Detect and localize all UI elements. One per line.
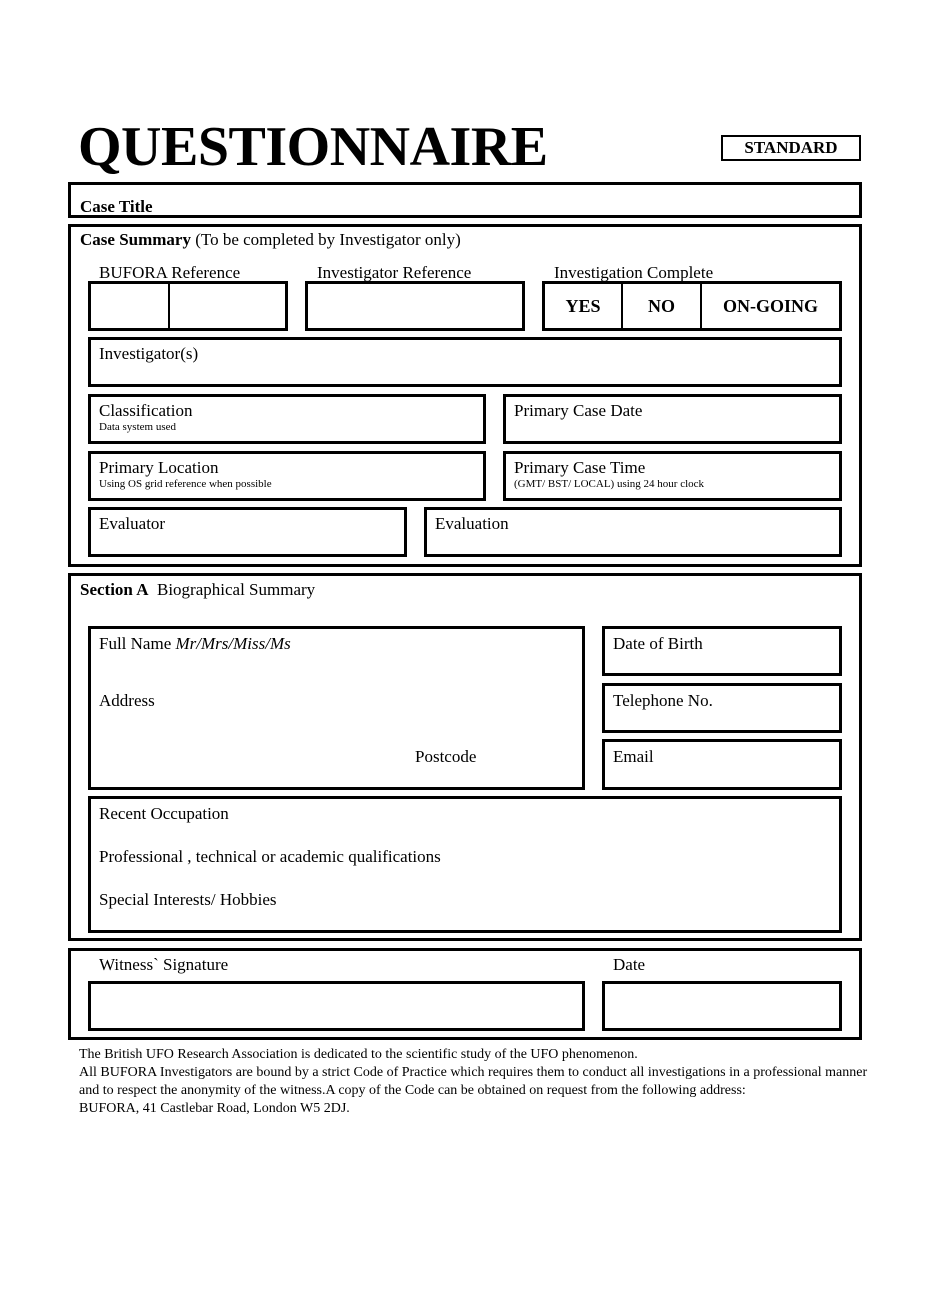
date-of-birth-label: Date of Birth — [613, 634, 703, 653]
investigator-reference-field[interactable] — [305, 281, 525, 331]
option-on-going[interactable]: ON-GOING — [722, 295, 818, 316]
footer-notice — [79, 1046, 869, 1118]
investigator-reference-label: Investigator Reference — [317, 263, 472, 282]
investigation-complete-options — [542, 281, 842, 331]
primary-location-hint: Using OS grid reference when possible — [99, 478, 272, 490]
evaluator-field[interactable] — [88, 507, 407, 557]
telephone-label: Telephone No. — [613, 691, 713, 710]
case-title-field[interactable] — [68, 182, 862, 218]
footer-line-1: The British UFO Research Association is dedicated to the scientific study of the UFO phenomenon. — [79, 1047, 638, 1062]
address-label: Address — [99, 691, 155, 710]
investigators-label: Investigator(s) — [99, 344, 199, 363]
signature-date-label: Date — [613, 955, 646, 974]
full-name-label — [99, 634, 291, 653]
date-of-birth-field[interactable] — [602, 626, 842, 676]
witness-signature-label: Witness` Signature — [99, 955, 229, 974]
classification-label: Classification — [99, 401, 193, 420]
evaluation-label: Evaluation — [435, 514, 509, 533]
email-field[interactable] — [602, 739, 842, 790]
witness-signature-field[interactable] — [88, 981, 585, 1031]
case-summary-heading-note: (To be completed by Investigator only) — [195, 230, 461, 249]
qualifications-label: Professional , technical or academic qualifications — [99, 847, 441, 866]
postcode-label: Postcode — [415, 747, 477, 766]
full-name-titles: Mr/Mrs/Miss/Ms — [175, 634, 291, 653]
evaluation-field[interactable] — [424, 507, 842, 557]
section-a-heading-bold: Section A — [80, 580, 149, 599]
footer-line-2: All BUFORA Investigators are bound by a strict Code of Practice which requires them to conduct all investigations in a professional manner and to respect the anonymity of the witness.A copy of the Code can be obtained on request from the following address: — [79, 1065, 868, 1098]
section-a-heading-text: Biographical Summary — [156, 580, 316, 599]
full-name-text: Full Name — [99, 634, 172, 653]
signature-date-field[interactable] — [602, 981, 842, 1031]
primary-case-date-label: Primary Case Date — [514, 401, 643, 420]
investigators-field[interactable] — [88, 337, 842, 387]
primary-case-time-label: Primary Case Time — [514, 458, 646, 477]
primary-case-time-hint: (GMT/ BST/ LOCAL) using 24 hour clock — [514, 478, 705, 490]
investigation-complete-label: Investigation Complete — [554, 263, 714, 282]
case-title-label: Case Title — [80, 197, 153, 216]
occupation-field[interactable] — [88, 796, 842, 933]
primary-location-field[interactable] — [88, 451, 486, 501]
primary-case-date-field[interactable] — [503, 394, 842, 444]
form-type-badge: STANDARD — [721, 135, 861, 161]
bufora-reference-label: BUFORA Reference — [99, 263, 241, 282]
primary-case-time-field[interactable] — [503, 451, 842, 501]
section-a-heading — [80, 580, 315, 599]
evaluator-label: Evaluator — [99, 514, 166, 533]
page-title: QUESTIONNAIRE — [78, 116, 548, 178]
telephone-field[interactable] — [602, 683, 842, 733]
email-label: Email — [613, 747, 654, 766]
recent-occupation-label: Recent Occupation — [99, 804, 229, 823]
name-address-field[interactable] — [88, 626, 585, 790]
interests-label: Special Interests/ Hobbies — [99, 890, 277, 909]
case-summary-heading — [80, 230, 461, 249]
option-no[interactable]: NO — [623, 284, 702, 328]
case-summary-heading-bold: Case Summary — [80, 230, 191, 249]
bufora-reference-field[interactable] — [88, 281, 288, 331]
classification-hint: Data system used — [99, 421, 176, 433]
footer-address: BUFORA, 41 Castlebar Road, London W5 2DJ. — [79, 1101, 350, 1116]
primary-location-label: Primary Location — [99, 458, 219, 477]
option-yes[interactable]: YES — [545, 284, 623, 328]
bufora-reference-divider — [168, 284, 170, 328]
classification-field[interactable] — [88, 394, 486, 444]
